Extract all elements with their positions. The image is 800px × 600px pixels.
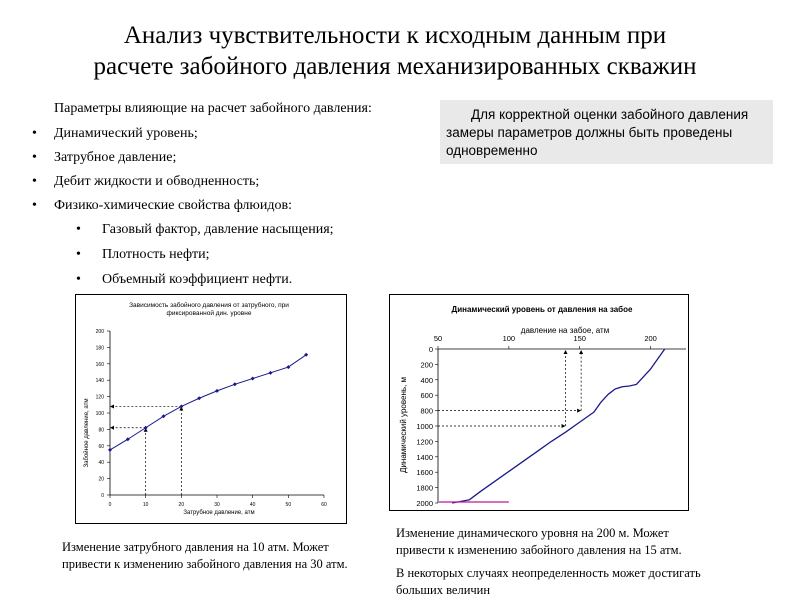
caption-line: Изменение динамического уровня на 200 м. Может xyxy=(396,526,669,540)
caption-left xyxy=(62,539,348,573)
chart1-arrow-head xyxy=(110,426,114,430)
caption-line: привести к изменению забойного давления на 30 атм. xyxy=(62,557,348,571)
chart2-x-tick-label: 150 xyxy=(573,334,586,343)
chart1-point xyxy=(215,389,219,393)
chart2-title: Динамический уровень от давления на забое xyxy=(451,305,633,314)
note-line: замеры параметров должны быть проведены xyxy=(446,125,733,140)
chart1-x-tick-label: 10 xyxy=(142,502,149,508)
chart1-y-tick-label: 100 xyxy=(95,411,104,417)
chart1-xlabel: Затрубное давление, атм xyxy=(183,510,255,516)
chart1-y-tick-label: 200 xyxy=(95,329,104,335)
chart2-ylabel: Динамический уровень, м xyxy=(399,377,408,473)
chart2-x-tick-label: 200 xyxy=(644,334,657,343)
param-item: • Дебит жидкости и обводненность; xyxy=(30,171,430,195)
slide-title-line2: расчете забойного давления механизированных скважин xyxy=(93,53,697,80)
param-subitem: • Объемный коэффициент нефти. xyxy=(30,269,430,294)
chart1-y-tick-label: 180 xyxy=(95,345,104,352)
chart2-y-tick-label: 1200 xyxy=(416,437,433,447)
chart1-y-tick-label: 0 xyxy=(101,493,104,499)
chart1-title: Зависимость забойного давления от затрубного, при xyxy=(129,302,289,309)
chart1-point xyxy=(179,404,183,408)
chart2-y-tick-label: 200 xyxy=(420,360,433,370)
slide-title-line1: Анализ чувствительности к исходным данным при xyxy=(123,22,667,49)
param-item: • Затрубное давление; xyxy=(30,147,430,171)
chart2-xlabel: давление на забое, атм xyxy=(520,326,610,335)
chart1-point xyxy=(269,371,273,375)
chart1-point xyxy=(233,382,237,386)
caption-line: больших величин xyxy=(396,583,491,597)
chart2-arrow-head xyxy=(562,424,566,428)
chart2-x-tick-label: 50 xyxy=(433,334,443,343)
chart-dynamic-level-svg xyxy=(390,295,688,510)
chart-annulus-pressure-svg xyxy=(76,295,346,523)
chart2-arrow-head xyxy=(579,350,583,354)
measurement-note xyxy=(440,100,773,164)
chart2-y-tick-label: 800 xyxy=(420,406,433,416)
chart1-x-tick-label: 50 xyxy=(285,502,292,508)
chart2-y-tick-label: 1800 xyxy=(416,483,433,493)
caption-line: Изменение затрубного давления на 10 атм. Может xyxy=(62,540,329,554)
caption-line: В некоторых случаях неопределенность может достигать xyxy=(396,566,701,580)
chart-annulus-pressure xyxy=(75,294,347,524)
chart1-subtitle: фиксированной дин. уровне xyxy=(166,310,252,317)
param-subitem: • Газовый фактор, давление насыщения; xyxy=(30,219,430,244)
chart1-y-tick-label: 20 xyxy=(98,476,104,483)
chart1-x-tick-label: 20 xyxy=(178,502,185,508)
chart1-y-tick-label: 160 xyxy=(95,361,104,368)
chart2-arrow-head xyxy=(564,350,568,354)
note-line: Для корректной оценки забойного давления xyxy=(471,107,749,122)
chart2-x-tick-label: 100 xyxy=(502,334,516,343)
chart1-ylabel: Забойное давление, атм xyxy=(84,398,90,468)
chart1-y-tick-label: 120 xyxy=(95,394,104,401)
chart2-y-tick-label: 2000 xyxy=(416,499,433,508)
chart1-arrow-head xyxy=(110,404,114,408)
chart-dynamic-level xyxy=(389,294,689,511)
note-line: одновременно xyxy=(446,143,538,158)
chart1-x-tick-label: 30 xyxy=(214,502,220,508)
chart1-x-tick-label: 40 xyxy=(249,502,256,508)
chart2-y-tick-label: 0 xyxy=(428,345,433,354)
chart1-y-tick-label: 60 xyxy=(98,443,104,450)
chart1-y-tick-label: 40 xyxy=(98,460,104,467)
chart1-x-tick-label: 60 xyxy=(321,502,327,508)
chart2-y-tick-label: 1400 xyxy=(416,452,433,462)
chart2-arrow-head xyxy=(577,409,581,413)
param-item: • Физико-химические свойства флюидов: xyxy=(30,195,430,219)
chart2-y-tick-label: 1600 xyxy=(416,468,433,478)
parameters-list xyxy=(30,99,430,294)
caption-right-note xyxy=(396,565,701,599)
slide-title xyxy=(0,20,790,82)
chart1-line xyxy=(110,355,306,450)
chart1-point xyxy=(251,377,255,381)
param-item: • Динамический уровень; xyxy=(30,123,430,147)
chart1-x-tick-label: 0 xyxy=(108,502,112,508)
parameters-header: Параметры влияющие на расчет забойного давления: xyxy=(54,101,372,116)
chart2-y-tick-label: 1000 xyxy=(416,422,433,431)
chart2-y-tick-label: 600 xyxy=(420,391,433,401)
chart1-y-tick-label: 80 xyxy=(98,427,104,434)
caption-line: привести к изменению забойного давления на 15 атм. xyxy=(396,543,682,557)
param-subitem: • Плотность нефти; xyxy=(30,244,430,269)
chart2-y-tick-label: 400 xyxy=(420,375,433,385)
chart1-point xyxy=(197,396,201,400)
caption-right xyxy=(396,525,682,559)
chart1-y-tick-label: 140 xyxy=(95,378,104,385)
